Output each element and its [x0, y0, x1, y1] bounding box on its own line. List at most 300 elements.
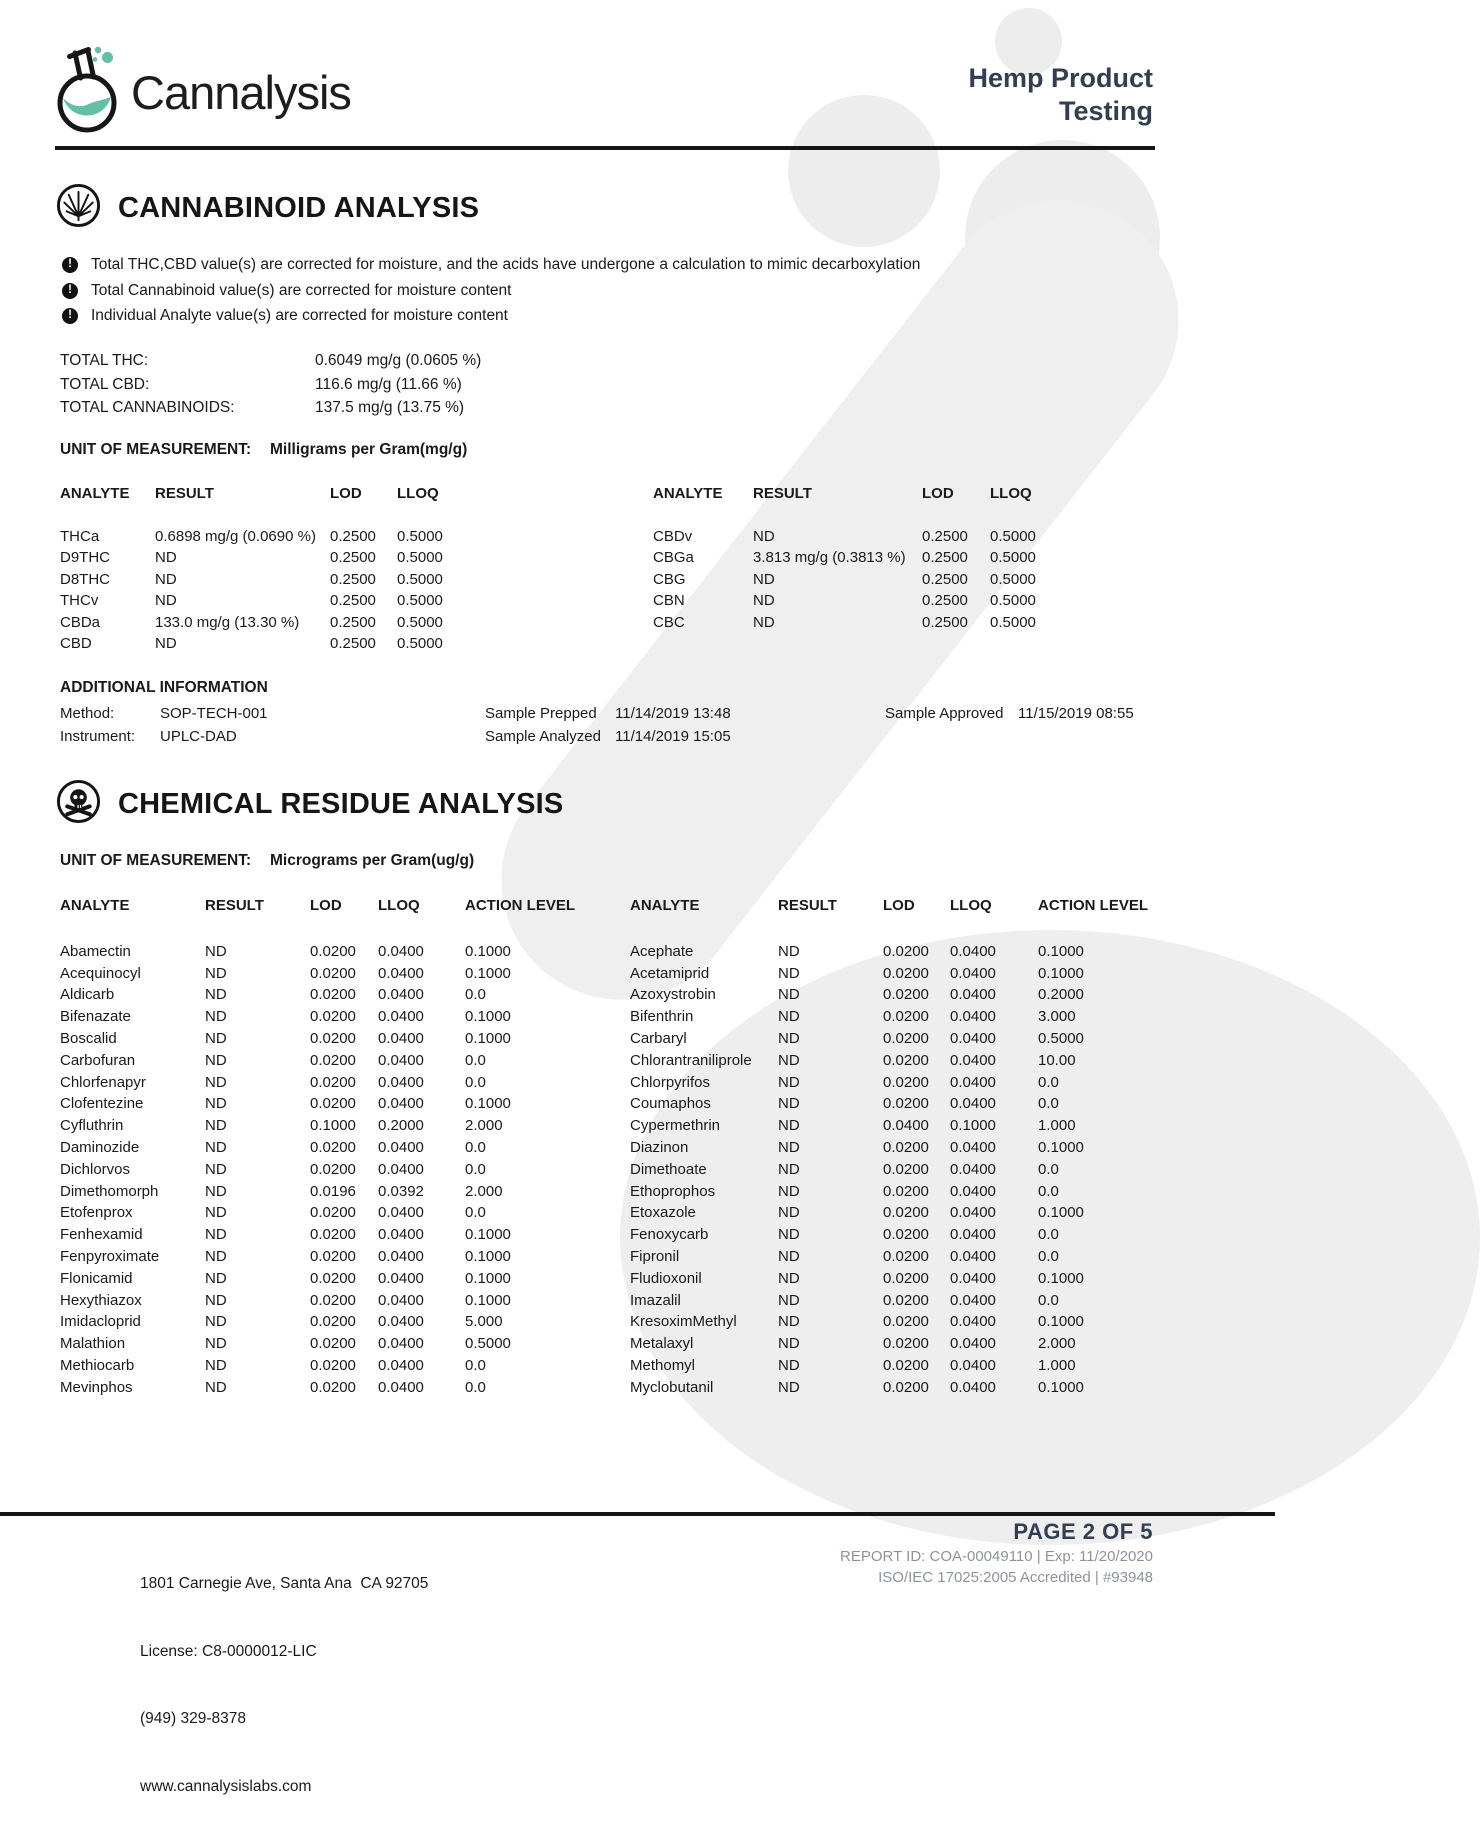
table-cell: ND	[778, 986, 800, 1004]
table-cell: 0.0200	[883, 964, 929, 982]
table-cell: 0.6898 mg/g (0.0690 %)	[155, 527, 316, 545]
table-cell: 2.000	[465, 1117, 503, 1135]
table-cell: 0.0	[1038, 1291, 1059, 1309]
table-cell: D9THC	[60, 549, 111, 566]
sample-approved-value: 11/15/2019 08:55	[1018, 705, 1134, 722]
table-cell: 0.1000	[465, 1269, 511, 1287]
table-cell: ND	[205, 986, 227, 1004]
table-cell: ND	[205, 1051, 227, 1069]
table-cell: CBD	[60, 635, 92, 652]
table-cell: 0.0400	[950, 942, 996, 960]
table-cell: 0.0200	[883, 1313, 929, 1331]
table-cell: 0.5000	[397, 613, 443, 631]
table-cell: Boscalid	[60, 1029, 117, 1047]
table-cell: ND	[205, 1335, 227, 1353]
col-lloq: LLOQ	[990, 485, 1032, 502]
table-row	[630, 1093, 1175, 1115]
table-cell: 0.0400	[378, 1269, 424, 1287]
sample-prepped-value: 11/14/2019 13:48	[615, 705, 731, 722]
table-row	[60, 1028, 615, 1050]
table-cell: ND	[205, 1356, 227, 1374]
table-cell: ND	[205, 1269, 227, 1287]
table-row	[60, 547, 620, 569]
table-cell: 0.0200	[883, 1226, 929, 1244]
table-cell: ND	[778, 942, 800, 960]
table-cell: ND	[778, 1029, 800, 1047]
table-row	[630, 1028, 1175, 1050]
table-cell: ND	[753, 527, 775, 545]
table-cell: 0.2500	[330, 635, 376, 652]
document-title-line2: Testing	[1059, 96, 1153, 126]
footer-divider	[0, 1512, 1275, 1516]
table-cell: 0.0400	[378, 1008, 424, 1026]
alert-icon: !	[62, 257, 78, 273]
cannabinoid-section-title: CANNABINOID ANALYSIS	[118, 191, 480, 224]
chemical-section-header	[55, 778, 563, 830]
table-body	[60, 941, 615, 1399]
table-row	[60, 612, 620, 634]
table-cell: Daminozide	[60, 1138, 140, 1156]
table-cell: 0.0200	[310, 1160, 356, 1178]
table-cell: 0.0200	[883, 1335, 929, 1353]
table-cell: 2.000	[1038, 1335, 1076, 1353]
table-cell: ND	[778, 1247, 800, 1265]
table-cell: 0.5000	[397, 549, 443, 566]
table-row	[630, 1050, 1175, 1072]
table-cell: 0.0400	[378, 1313, 424, 1331]
table-cell: 0.0200	[883, 1182, 929, 1200]
page-number: PAGE 2 OF 5	[1013, 1519, 1153, 1544]
table-cell: CBDa	[60, 613, 101, 631]
sample-analyzed-label: Sample Analyzed	[485, 728, 601, 745]
table-cell: ND	[205, 1204, 227, 1222]
table-cell: 5.000	[465, 1313, 503, 1331]
table-row	[60, 1137, 615, 1159]
table-row	[60, 984, 615, 1006]
table-cell: Diazinon	[630, 1138, 689, 1156]
table-row	[60, 1311, 615, 1333]
col-action-level: ACTION LEVEL	[465, 897, 576, 914]
col-lloq: LLOQ	[378, 897, 420, 914]
table-cell: 0.0400	[950, 1291, 996, 1309]
alert-icon: !	[62, 308, 78, 324]
col-lod: LOD	[330, 485, 362, 502]
instrument-value: UPLC-DAD	[160, 728, 237, 745]
table-cell: 0.0400	[950, 1313, 996, 1331]
table-cell: 0.0200	[310, 1029, 356, 1047]
table-cell: 0.1000	[1038, 1204, 1084, 1222]
table-cell: ND	[778, 1313, 800, 1331]
table-cell: Dimethoate	[630, 1160, 707, 1178]
chemical-table-left	[60, 895, 615, 1399]
table-cell: ND	[778, 1138, 800, 1156]
table-cell: ND	[205, 1226, 227, 1244]
table-cell: 0.0400	[950, 1269, 996, 1287]
table-row	[653, 590, 1163, 612]
lab-website: www.cannalysislabs.com	[140, 1777, 312, 1795]
table-cell: ND	[778, 1117, 800, 1135]
table-cell: 0.0400	[950, 986, 996, 1004]
table-row	[60, 1224, 615, 1246]
table-cell: Ethoprophos	[630, 1182, 716, 1200]
table-cell: 0.0200	[310, 1269, 356, 1287]
table-cell: 0.1000	[1038, 942, 1084, 960]
table-cell: 133.0 mg/g (13.30 %)	[155, 613, 300, 631]
table-cell: 0.0400	[378, 1160, 424, 1178]
table-cell: 0.0400	[950, 1226, 996, 1244]
total-cbd-row	[60, 373, 481, 397]
table-cell: 0.5000	[397, 635, 443, 652]
table-cell: 0.0	[1038, 1160, 1059, 1178]
table-cell: 0.0200	[883, 1160, 929, 1178]
table-cell: Metalaxyl	[630, 1335, 694, 1353]
table-cell: Myclobutanil	[630, 1378, 714, 1396]
table-row	[60, 1072, 615, 1094]
table-cell: ND	[778, 1160, 800, 1178]
table-cell: 0.0400	[378, 1051, 424, 1069]
table-cell: 0.0200	[310, 1313, 356, 1331]
table-cell: Dimethomorph	[60, 1182, 159, 1200]
table-cell: ND	[778, 964, 800, 982]
table-row	[630, 941, 1175, 963]
alert-icon: !	[62, 283, 78, 299]
table-row	[630, 1377, 1175, 1399]
table-cell: 0.0400	[950, 1051, 996, 1069]
table-cell: 0.0400	[950, 1008, 996, 1026]
table-cell: ND	[205, 942, 227, 960]
table-row	[60, 1115, 615, 1137]
table-cell: ND	[778, 1269, 800, 1287]
table-cell: 0.0200	[883, 1356, 929, 1374]
table-cell: ND	[205, 1160, 227, 1178]
table-cell: 0.1000	[465, 942, 511, 960]
table-cell: THCa	[60, 527, 100, 545]
table-cell: Methiocarb	[60, 1356, 135, 1374]
brand-logo	[55, 44, 351, 141]
table-cell: 0.0	[465, 1378, 486, 1396]
table-cell: ND	[778, 1226, 800, 1244]
table-cell: ND	[778, 1182, 800, 1200]
table-cell: THCv	[60, 592, 99, 609]
table-row	[653, 612, 1163, 634]
cannabinoid-unit-row	[60, 440, 467, 460]
table-cell: Azoxystrobin	[630, 986, 716, 1004]
table-row	[60, 1159, 615, 1181]
table-cell: 0.2500	[330, 527, 376, 545]
table-cell: ND	[778, 1356, 800, 1374]
table-cell: 0.0200	[883, 942, 929, 960]
table-cell: ND	[155, 635, 177, 652]
total-cannabinoids-row	[60, 396, 481, 420]
table-cell: 0.0400	[950, 1073, 996, 1091]
unit-label: UNIT OF MEASUREMENT:	[60, 852, 252, 869]
table-cell: 0.0200	[883, 1073, 929, 1091]
cannabinoid-notes	[62, 252, 920, 329]
table-cell: 0.0	[1038, 1095, 1059, 1113]
table-cell: 0.2500	[922, 549, 968, 566]
info-row	[60, 725, 1160, 748]
table-header-row	[653, 483, 1163, 505]
col-lod: LOD	[310, 897, 342, 914]
table-cell: Fenhexamid	[60, 1226, 143, 1244]
table-cell: 0.0400	[378, 964, 424, 982]
table-cell: 0.1000	[465, 1008, 511, 1026]
table-row	[630, 1224, 1175, 1246]
table-cell: 0.0400	[378, 1356, 424, 1374]
table-cell: 0.2500	[330, 613, 376, 631]
table-cell: Cypermethrin	[630, 1117, 721, 1135]
table-cell: 0.5000	[990, 570, 1036, 588]
table-cell: 0.0400	[378, 1095, 424, 1113]
table-cell: 3.000	[1038, 1008, 1076, 1026]
table-cell: 10.00	[1038, 1051, 1076, 1069]
table-cell: Malathion	[60, 1335, 126, 1353]
table-row	[630, 1333, 1175, 1355]
table-cell: 0.0400	[378, 1029, 424, 1047]
table-row	[630, 1181, 1175, 1203]
table-cell: Clofentezine	[60, 1095, 144, 1113]
table-row	[60, 1181, 615, 1203]
table-cell: 0.0200	[310, 1204, 356, 1222]
table-cell: Carbofuran	[60, 1051, 136, 1069]
table-cell: 0.0	[465, 1160, 486, 1178]
table-cell: ND	[205, 1313, 227, 1331]
table-cell: 0.0400	[378, 1247, 424, 1265]
table-cell: Methomyl	[630, 1356, 696, 1374]
lab-address: 1801 Carnegie Ave, Santa Ana CA 92705	[140, 1575, 429, 1592]
table-cell: ND	[778, 1073, 800, 1091]
cannabinoid-section-header	[55, 182, 479, 234]
table-cell: Mevinphos	[60, 1378, 133, 1396]
table-cell: ND	[753, 613, 775, 631]
table-row	[60, 1333, 615, 1355]
table-cell: 0.1000	[1038, 1313, 1084, 1331]
table-cell: 0.5000	[397, 570, 443, 588]
table-cell: 0.0200	[310, 1291, 356, 1309]
table-row	[630, 1006, 1175, 1028]
table-row	[60, 569, 620, 591]
table-row	[60, 526, 620, 548]
table-cell: Bifenazate	[60, 1008, 131, 1026]
table-cell: ND	[778, 1008, 800, 1026]
table-cell: 0.1000	[465, 1029, 511, 1047]
total-cbd-value: 116.6 mg/g (11.66 %)	[315, 375, 462, 393]
table-cell: ND	[205, 1029, 227, 1047]
table-cell: 0.0200	[310, 1356, 356, 1374]
chemical-table-right	[630, 895, 1175, 1399]
total-cbd-label: TOTAL CBD:	[60, 375, 150, 393]
table-cell: ND	[205, 1247, 227, 1265]
table-row	[653, 569, 1163, 591]
table-cell: ND	[205, 1182, 227, 1200]
footer-lab-info	[140, 1528, 428, 1843]
info-row	[60, 702, 1160, 725]
col-result: RESULT	[778, 897, 837, 914]
total-thc-row	[60, 349, 481, 373]
table-cell: 0.0	[465, 1073, 486, 1091]
table-row	[60, 590, 620, 612]
table-row	[630, 1137, 1175, 1159]
table-cell: 0.2500	[922, 613, 968, 631]
table-cell: 0.0400	[950, 964, 996, 982]
table-cell: 0.0	[1038, 1073, 1059, 1091]
brand-name: Cannalysis	[131, 66, 351, 119]
table-cell: 0.0200	[310, 942, 356, 960]
table-cell: 3.813 mg/g (0.3813 %)	[753, 549, 906, 566]
table-cell: 0.2500	[922, 592, 968, 609]
table-cell: Hexythiazox	[60, 1291, 142, 1309]
note-text: Total Cannabinoid value(s) are corrected for moisture content	[91, 281, 512, 299]
table-cell: ND	[778, 1204, 800, 1222]
table-cell: 0.0200	[883, 1095, 929, 1113]
table-cell: 0.0400	[378, 942, 424, 960]
table-cell: ND	[753, 570, 775, 588]
table-cell: Acetamiprid	[630, 964, 710, 982]
table-cell: 0.0	[465, 986, 486, 1004]
unit-value: Micrograms per Gram(ug/g)	[270, 852, 475, 869]
table-cell: D8THC	[60, 570, 111, 588]
table-row	[653, 526, 1163, 548]
table-row	[60, 1006, 615, 1028]
table-cell: Carbaryl	[630, 1029, 687, 1047]
additional-info-block	[60, 702, 1160, 748]
table-cell: 0.2500	[922, 527, 968, 545]
table-cell: 0.0200	[310, 1051, 356, 1069]
col-analyte: ANALYTE	[653, 485, 723, 502]
table-cell: 0.0200	[310, 964, 356, 982]
table-row	[630, 1290, 1175, 1312]
table-cell: 0.2000	[1038, 986, 1084, 1004]
table-row	[60, 1268, 615, 1290]
col-action-level: ACTION LEVEL	[1038, 897, 1149, 914]
table-cell: ND	[205, 1117, 227, 1135]
col-result: RESULT	[205, 897, 264, 914]
table-cell: 0.0200	[310, 1335, 356, 1353]
table-cell: 0.5000	[990, 527, 1036, 545]
table-row	[630, 1311, 1175, 1333]
table-cell: 0.0400	[950, 1335, 996, 1353]
table-cell: 0.1000	[1038, 1269, 1084, 1287]
table-cell: 0.0200	[883, 1029, 929, 1047]
table-row	[630, 1268, 1175, 1290]
table-cell: 0.1000	[950, 1117, 996, 1135]
table-row	[630, 1355, 1175, 1377]
col-result: RESULT	[155, 485, 214, 502]
unit-label: UNIT OF MEASUREMENT:	[60, 441, 252, 458]
table-cell: Fenpyroximate	[60, 1247, 160, 1265]
document-title	[968, 62, 1153, 128]
table-cell: ND	[155, 549, 177, 566]
table-cell: Imidacloprid	[60, 1313, 141, 1331]
table-cell: 0.0400	[950, 1029, 996, 1047]
table-cell: 0.5000	[990, 549, 1036, 566]
table-cell: CBN	[653, 592, 685, 609]
table-cell: ND	[778, 1291, 800, 1309]
total-thc-value: 0.6049 mg/g (0.0605 %)	[315, 352, 482, 369]
table-cell: CBDv	[653, 527, 693, 545]
table-cell: 0.0200	[310, 1138, 356, 1156]
table-cell: 0.0400	[378, 1335, 424, 1353]
table-cell: Chlorantraniliprole	[630, 1051, 752, 1069]
totals-block	[60, 349, 481, 420]
table-cell: Chlorpyrifos	[630, 1073, 711, 1091]
table-cell: 0.1000	[1038, 1138, 1084, 1156]
table-cell: 0.0400	[950, 1160, 996, 1178]
table-cell: 0.0200	[883, 1138, 929, 1156]
table-cell: 0.2500	[922, 570, 968, 588]
col-lloq: LLOQ	[397, 485, 439, 502]
table-row	[60, 963, 615, 985]
table-cell: 0.0200	[310, 1226, 356, 1244]
total-cannabinoids-label: TOTAL CANNABINOIDS:	[60, 399, 235, 416]
footer-report-info	[840, 1518, 1153, 1588]
table-cell: Coumaphos	[630, 1095, 711, 1113]
sample-approved-label: Sample Approved	[885, 705, 1004, 722]
table-cell: 0.0200	[310, 1095, 356, 1113]
table-cell: 0.0400	[378, 1226, 424, 1244]
table-cell: 0.0400	[950, 1204, 996, 1222]
chemical-unit-row	[60, 851, 474, 871]
table-cell: 0.0200	[883, 1204, 929, 1222]
table-row	[630, 1159, 1175, 1181]
table-row	[60, 1202, 615, 1224]
table-cell: Chlorfenapyr	[60, 1073, 146, 1091]
cannabis-leaf-icon	[55, 182, 102, 234]
note-row	[62, 303, 920, 329]
table-cell: ND	[778, 1051, 800, 1069]
header-divider	[55, 146, 1155, 150]
table-cell: KresoximMethyl	[630, 1313, 737, 1331]
table-cell: ND	[778, 1095, 800, 1113]
method-value: SOP-TECH-001	[160, 705, 268, 722]
additional-info-heading: ADDITIONAL INFORMATION	[60, 679, 268, 696]
table-cell: 0.1000	[1038, 1378, 1084, 1396]
table-cell: 0.2500	[330, 592, 376, 609]
table-cell: 0.1000	[465, 964, 511, 982]
table-cell: ND	[778, 1335, 800, 1353]
table-cell: CBC	[653, 613, 685, 631]
table-cell: 1.000	[1038, 1117, 1076, 1135]
table-row	[653, 547, 1163, 569]
table-cell: ND	[778, 1378, 800, 1396]
table-cell: Acequinocyl	[60, 964, 141, 982]
table-cell: 0.0400	[883, 1117, 929, 1135]
table-cell: 0.0	[465, 1356, 486, 1374]
table-cell: 0.0200	[883, 1051, 929, 1069]
table-cell: 0.0196	[310, 1182, 356, 1200]
table-header-row	[60, 483, 620, 505]
flask-icon	[55, 44, 123, 141]
table-cell: 0.5000	[990, 613, 1036, 631]
table-cell: 0.0200	[310, 1247, 356, 1265]
table-cell: Flonicamid	[60, 1269, 133, 1287]
table-cell: 0.0400	[378, 1138, 424, 1156]
table-row	[60, 1050, 615, 1072]
table-row	[60, 941, 615, 963]
table-cell: 0.0400	[950, 1182, 996, 1200]
table-row	[630, 963, 1175, 985]
table-cell: 0.0200	[310, 1073, 356, 1091]
method-label: Method:	[60, 705, 115, 722]
table-cell: 0.0200	[310, 1008, 356, 1026]
note-row	[62, 278, 920, 304]
table-cell: Etoxazole	[630, 1204, 696, 1222]
table-cell: 0.0	[1038, 1247, 1059, 1265]
table-row	[630, 984, 1175, 1006]
table-cell: ND	[155, 592, 177, 609]
table-header-row	[630, 895, 1175, 917]
document-title-line1: Hemp Product	[968, 63, 1153, 93]
